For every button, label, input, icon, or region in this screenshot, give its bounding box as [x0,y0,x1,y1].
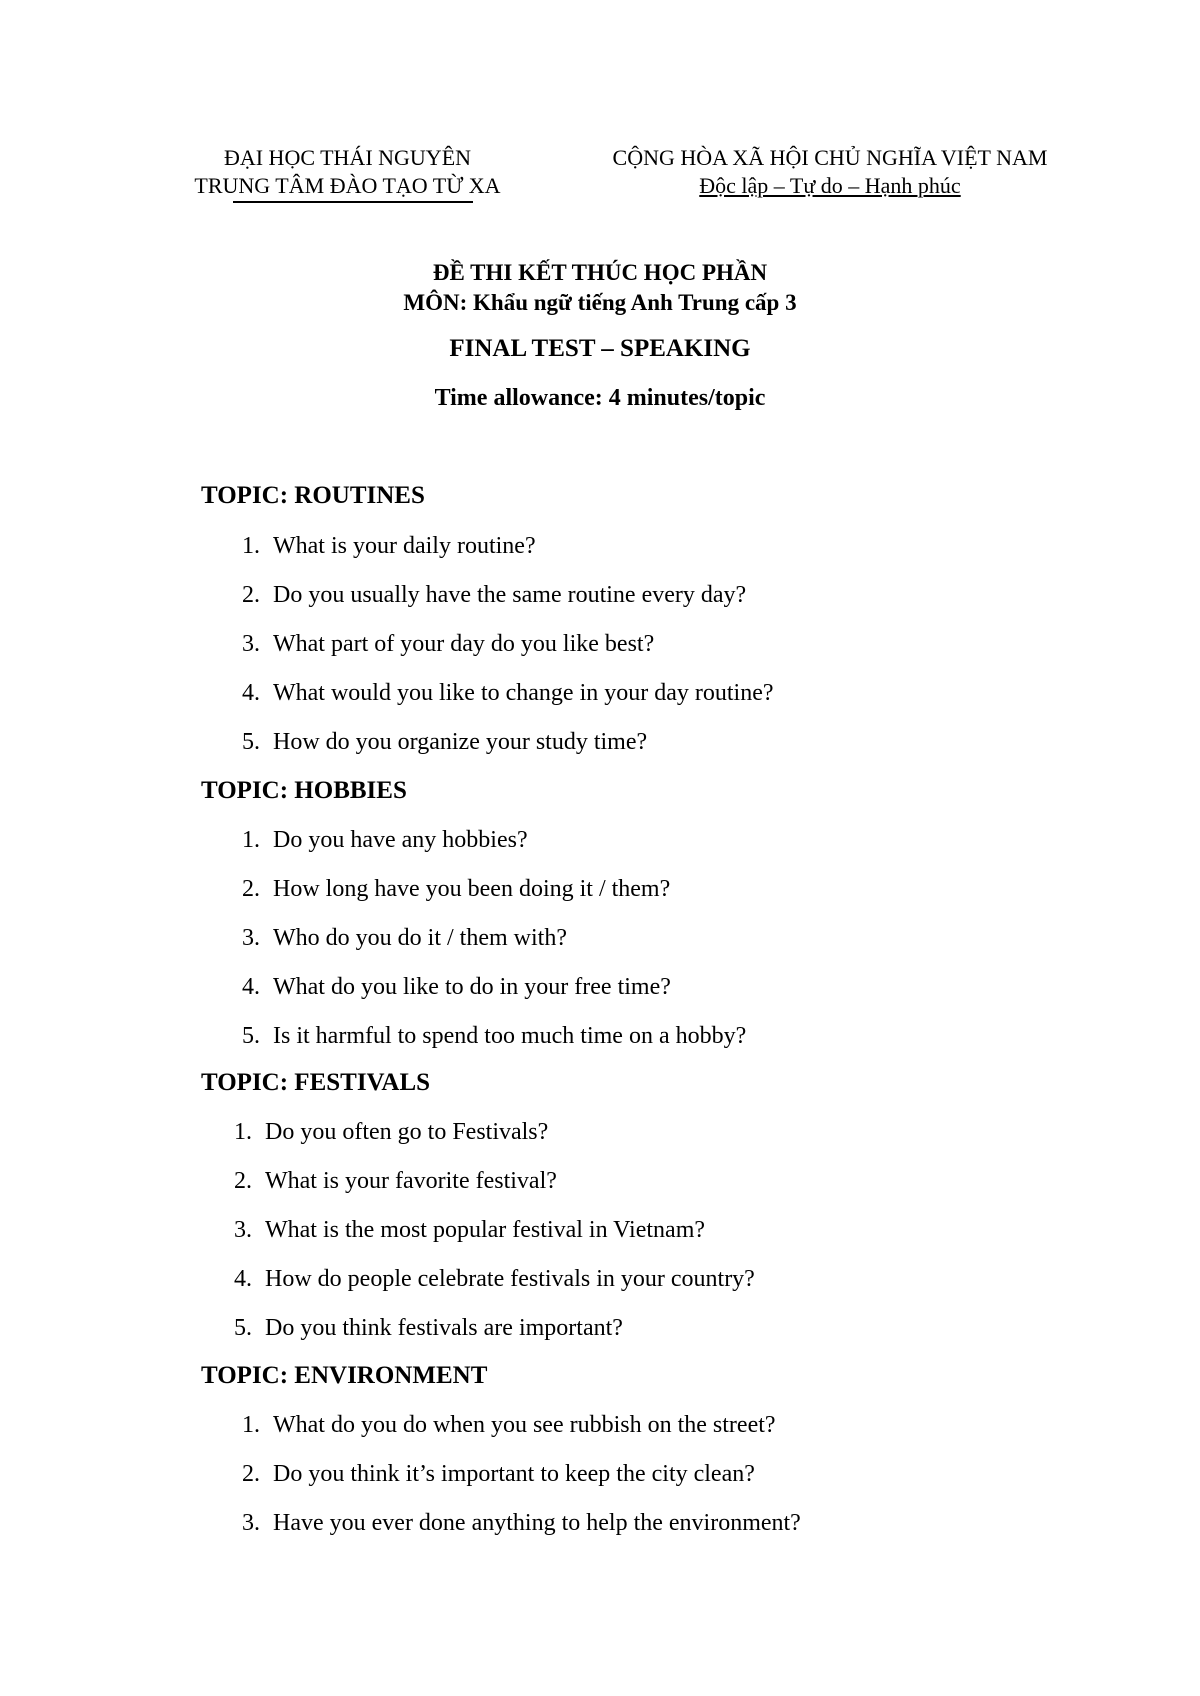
header-divider [233,201,473,203]
question-number: 1. [242,533,260,559]
question-text: What do you like to do in your free time? [273,974,671,1000]
question-text: What is your favorite festival? [265,1168,557,1194]
time-allowance: Time allowance: 4 minutes/topic [434,385,766,411]
question-number: 2. [242,876,260,902]
question-text: Do you often go to Festivals? [265,1119,549,1145]
center-name: TRUNG TÂM ĐÀO TẠO TỪ XA [194,173,501,198]
university-name: ĐẠI HỌC THÁI NGUYÊN [223,145,472,170]
question-number: 2. [242,1461,260,1487]
question-number: 3. [242,925,260,951]
question-number: 1. [242,827,260,853]
question-text: Is it harmful to spend too much time on a hobby? [273,1023,747,1049]
question-text: Do you usually have the same routine every day? [273,582,747,608]
question-number: 3. [242,1510,260,1536]
test-title: FINAL TEST – SPEAKING [449,335,751,362]
question-text: How do you organize your study time? [273,729,648,755]
question-text: Do you think it’s important to keep the city clean? [273,1461,755,1487]
question-number: 4. [242,680,260,706]
question-number: 3. [242,631,260,657]
topic-heading-routines: TOPIC: ROUTINES [201,482,425,509]
question-text: Do you think festivals are important? [265,1315,623,1341]
question-number: 4. [234,1266,252,1292]
subject-title: MÔN: Khẩu ngữ tiếng Anh Trung cấp 3 [403,290,797,315]
question-number: 2. [242,582,260,608]
topic-heading-hobbies: TOPIC: HOBBIES [201,777,407,804]
question-text: Have you ever done anything to help the environment? [273,1510,801,1536]
institution-header [175,144,520,200]
question-number: 1. [242,1412,260,1438]
question-text: What would you like to change in your day routine? [273,680,774,706]
question-number: 4. [242,974,260,1000]
question-text: Do you have any hobbies? [273,827,528,853]
question-number: 3. [234,1217,252,1243]
question-text: What do you do when you see rubbish on the street? [273,1412,776,1438]
question-number: 2. [234,1168,252,1194]
exam-title: ĐỀ THI KẾT THÚC HỌC PHẦN [432,260,768,285]
topic-heading-environment: TOPIC: ENVIRONMENT [201,1362,488,1389]
question-text: What is the most popular festival in Vietnam? [265,1217,706,1243]
question-text: Who do you do it / them with? [273,925,567,951]
question-number: 5. [242,729,260,755]
question-text: What is your daily routine? [273,533,536,559]
question-number: 1. [234,1119,252,1145]
question-number: 5. [234,1315,252,1341]
country-name: CỘNG HÒA XÃ HỘI CHỦ NGHĨA VIỆT NAM [612,145,1048,170]
question-text: What part of your day do you like best? [273,631,655,657]
topic-heading-festivals: TOPIC: FESTIVALS [201,1069,431,1096]
question-text: How do people celebrate festivals in your country? [265,1266,755,1292]
question-number: 5. [242,1023,260,1049]
national-motto: Độc lập – Tự do – Hạnh phúc [699,173,961,198]
national-header [555,144,1105,200]
question-text: How long have you been doing it / them? [273,876,671,902]
